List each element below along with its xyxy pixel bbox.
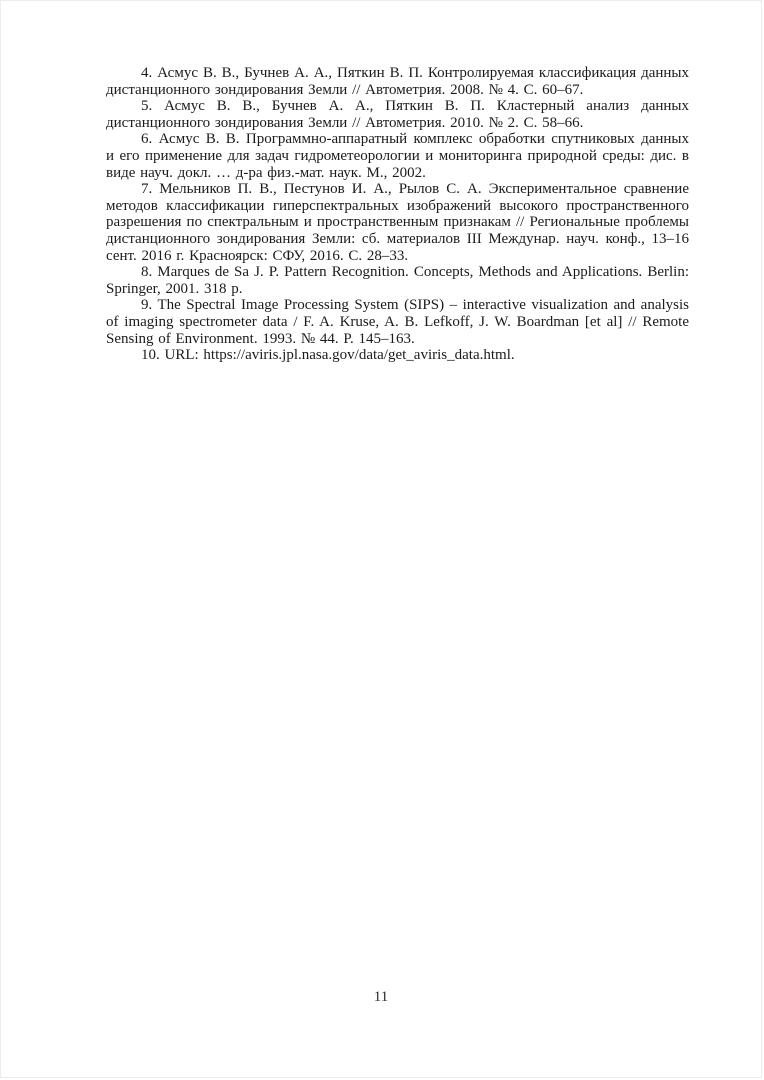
reference-number: 4. (141, 65, 153, 81)
reference-number: 9. (141, 297, 153, 314)
reference-item (106, 131, 689, 181)
reference-number: 7. (141, 181, 153, 198)
reference-item (106, 181, 689, 264)
reference-text: Асмус В. В. Программно-аппаратный комплекс обработки спутниковых данных и его применение для задач гидрометеорологии и мониторинга природной среды: дис. в виде науч. докл. … д-ра физ.-мат. наук. М., 2002. (106, 131, 690, 181)
reference-number: 5. (141, 98, 153, 115)
reference-text: Marques de Sa J. P. Pattern Recognition. Concepts, Methods and Applications. Berlin: Springer, 2001. 318 p. (106, 264, 689, 297)
reference-text: Асмус В. В., Бучнев А. А., Пяткин В. П. Контролируемая классификация данных дистанционного зондирования Земли // Автометрия. 2008. № 4. С. 60–67. (106, 65, 689, 98)
reference-item (106, 65, 689, 98)
reference-item (106, 297, 689, 347)
reference-item (106, 347, 689, 364)
reference-text: Мельников П. В., Пестунов И. А., Рылов С. А. Экспериментальное сравнение методов классификации гиперспектральных изображений высокого пространственного разрешения по спектральным и пространственным признакам // Региональные проблемы дистанционного зондирования Земли: сб. материалов III Междунар. науч. конф., 13–16 сент. 2016 г. Красноярск: СФУ, 2016. С. 28–33. (106, 181, 689, 264)
reference-text: URL: https://aviris.jpl.nasa.gov/data/get_aviris_data.html. (164, 347, 515, 364)
reference-item (106, 264, 689, 297)
reference-text: Асмус В. В., Бучнев А. А., Пяткин В. П. Кластерный анализ данных дистанционного зондирования Земли // Автометрия. 2010. № 2. С. 58–66. (106, 98, 689, 131)
reference-number: 8. (141, 264, 153, 281)
reference-text: The Spectral Image Processing System (SIPS) – interactive visualization and analysis of imaging spectrometer data / F. A. Kruse, A. B. Lefkoff, J. W. Boardman [et al] // Remote Sensing of Environment. 1993. № 44. P. 145–163. (106, 297, 689, 347)
page-number: 11 (373, 989, 389, 1005)
references-list (106, 65, 689, 364)
reference-item (106, 98, 689, 131)
reference-number: 10. (141, 347, 160, 364)
reference-number: 6. (141, 131, 153, 148)
